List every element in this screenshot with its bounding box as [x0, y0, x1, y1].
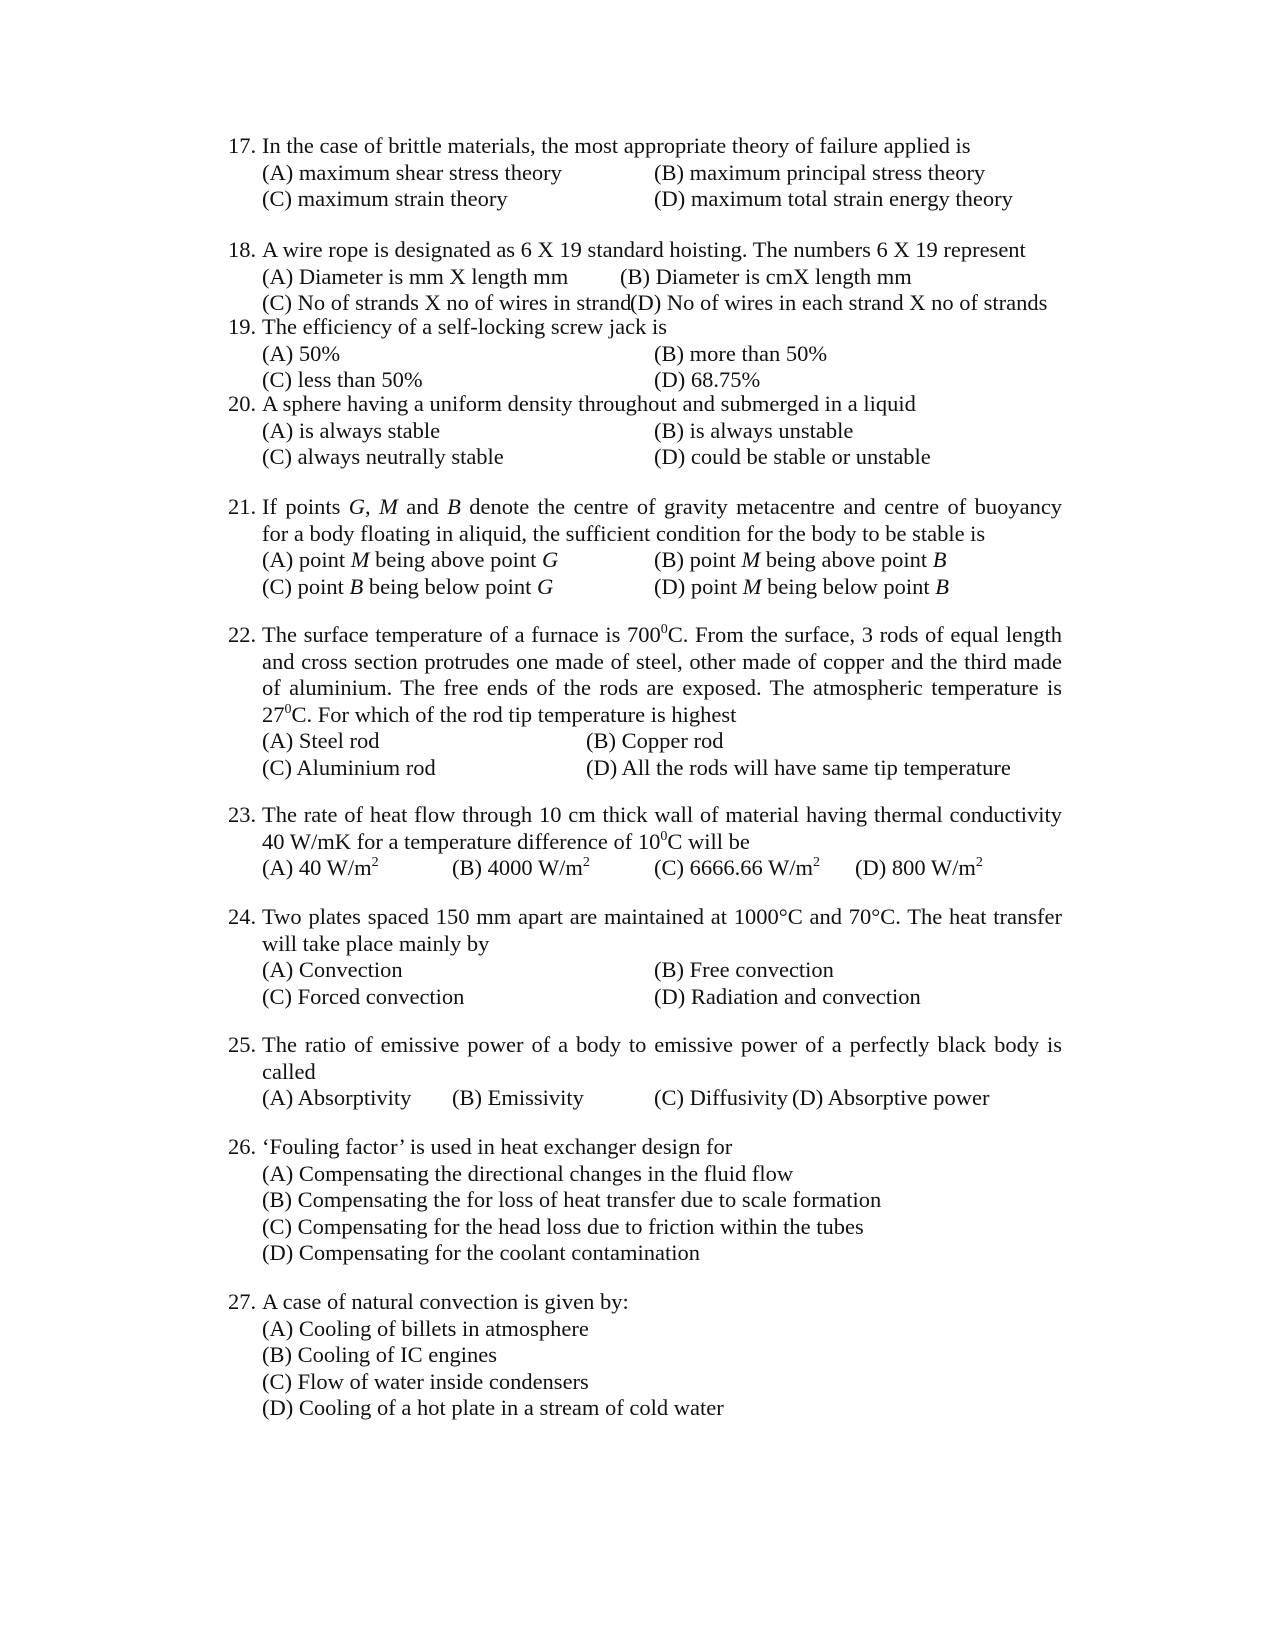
option-d: (D) Absorptive power: [792, 1085, 990, 1111]
option-b: (B) Compensating the for loss of heat transfer due to scale formation: [262, 1187, 882, 1213]
question-number: 26.: [228, 1134, 257, 1159]
question-25: [228, 1032, 1088, 1112]
option-d: (D) 68.75%: [654, 367, 761, 393]
option-a: (A) Diameter is mm X length mm: [262, 263, 569, 289]
question-stem: A case of natural convection is given by:: [262, 1289, 629, 1314]
question-stem: The efficiency of a self-locking screw jack is: [262, 314, 668, 339]
option-a: (A) 40 $W/m^2$: [262, 855, 379, 881]
question-stem-line-2: for a body floating in aliquid, the sufficient condition for the body to be stable is: [262, 520, 986, 546]
question-stem-line-2: and cross section protrudes one made of steel, other made of copper and the third made: [262, 648, 1062, 674]
option-c: (C) maximum strain theory: [262, 186, 508, 212]
option-c: (C) Forced convection: [262, 983, 465, 1009]
question-number: 19.: [228, 314, 257, 339]
option-a: (A) point M being above point G: [262, 547, 559, 573]
question-27: [228, 1289, 1088, 1422]
option-c: (C) Flow of water inside condensers: [262, 1368, 589, 1394]
option-a: (A) Steel rod: [262, 728, 380, 754]
option-a: (A) is always stable: [262, 417, 441, 443]
option-c: (C) always neutrally stable: [262, 444, 504, 470]
question-stem: ‘Fouling factor’ is used in heat exchanger design for: [262, 1134, 733, 1159]
question-26: [228, 1134, 1088, 1267]
option-d: (D) point M being below point B: [654, 573, 949, 599]
option-b: (B) point M being above point B: [654, 547, 947, 573]
question-24: [228, 904, 1088, 1010]
question-stem-line-3: of aluminium. The free ends of the rods are exposed. The atmospheric temperature is: [262, 675, 1062, 701]
option-b: (B) 4000 $W/m^2$: [452, 855, 590, 881]
question-stem-line-2: will take place mainly by: [262, 930, 490, 956]
question-22: [228, 622, 1088, 782]
option-c: (C) 6666.66 $W/m^2$: [654, 855, 820, 881]
question-stem-line-1: Two plates spaced 150 mm apart are maintained at 1000°C and 70°C. The heat transfer: [262, 904, 1062, 929]
question-number: 25.: [228, 1032, 257, 1057]
option-b: (B) Cooling of IC engines: [262, 1342, 497, 1368]
option-d: (D) could be stable or unstable: [654, 444, 931, 470]
question-23: [228, 802, 1088, 882]
option-b: (B) Free convection: [654, 957, 834, 983]
option-b: (B) more than 50%: [654, 340, 828, 366]
option-d: (D) Radiation and convection: [654, 983, 921, 1009]
option-a: (A) Compensating the directional changes in the fluid flow: [262, 1160, 794, 1186]
question-stem: A sphere having a uniform density throughout and submerged in a liquid: [262, 391, 916, 416]
option-a: (A) Convection: [262, 957, 403, 983]
question-stem-line-2: called: [262, 1058, 316, 1084]
question-stem-line-1: The rate of heat flow through 10 cm thick wall of material having thermal conductivity: [262, 802, 1062, 827]
option-c: (C) No of strands X no of wires in strand: [262, 290, 632, 316]
option-d: (D) maximum total strain energy theory: [654, 186, 1013, 212]
option-b: (B) maximum principal stress theory: [654, 159, 986, 185]
question-number: 27.: [228, 1289, 257, 1314]
question-stem-line-1: The ratio of emissive power of a body to emissive power of a perfectly black body is: [262, 1032, 1062, 1057]
option-c: (C) Aluminium rod: [262, 754, 436, 780]
question-21: [228, 494, 1088, 600]
option-d: (D) All the rods will have same tip temperature: [586, 754, 1011, 780]
option-c: (C) Diffusivity: [654, 1085, 788, 1111]
question-stem: In the case of brittle materials, the most appropriate theory of failure applied is: [262, 133, 971, 158]
question-stem: A wire rope is designated as 6 X 19 standard hoisting. The numbers 6 X 19 represent: [262, 237, 1026, 262]
question-number: 21.: [228, 494, 257, 519]
question-20: [228, 391, 1088, 471]
option-a: (A) 50%: [262, 340, 341, 366]
option-d: (D) No of wires in each strand X no of strands: [630, 290, 1048, 316]
option-a: (A) Absorptivity: [262, 1085, 412, 1111]
option-a: (A) Cooling of billets in atmosphere: [262, 1315, 589, 1341]
question-number: 17.: [228, 133, 257, 158]
option-b: (B) is always unstable: [654, 417, 854, 443]
option-a: (A) maximum shear stress theory: [262, 159, 562, 185]
question-number: 24.: [228, 904, 257, 929]
option-d: (D) Compensating for the coolant contamination: [262, 1240, 701, 1266]
option-c: (C) less than 50%: [262, 367, 423, 393]
question-stem-line-4: $27^0C$. For which of the rod tip temperature is highest: [262, 701, 737, 727]
question-stem-line-1: If points G, M and B denote the centre of gravity metacentre and centre of buoyancy: [262, 494, 1062, 519]
question-17: [228, 133, 1088, 213]
option-c: (C) Compensating for the head loss due to friction within the tubes: [262, 1213, 864, 1239]
question-stem-line-2: 40 W/mK for a temperature difference of $10^0C$ will be: [262, 828, 750, 854]
question-number: 20.: [228, 391, 257, 416]
option-d: (D) Cooling of a hot plate in a stream of cold water: [262, 1395, 724, 1421]
option-c: (C) point B being below point G: [262, 573, 554, 599]
option-b: (B) Diameter is cmX length mm: [620, 263, 912, 289]
option-b: (B) Copper rod: [586, 728, 724, 754]
question-number: 18.: [228, 237, 257, 262]
question-number: 22.: [228, 622, 257, 647]
option-d: (D) 800 $W/m^2$: [855, 855, 983, 881]
question-19: [228, 314, 1088, 394]
question-stem-line-1: The surface temperature of a furnace is $700^0C$. From the surface, 3 rods of equal length: [262, 622, 1062, 647]
question-18: [228, 237, 1088, 317]
option-b: (B) Emissivity: [452, 1085, 584, 1111]
question-number: 23.: [228, 802, 257, 827]
